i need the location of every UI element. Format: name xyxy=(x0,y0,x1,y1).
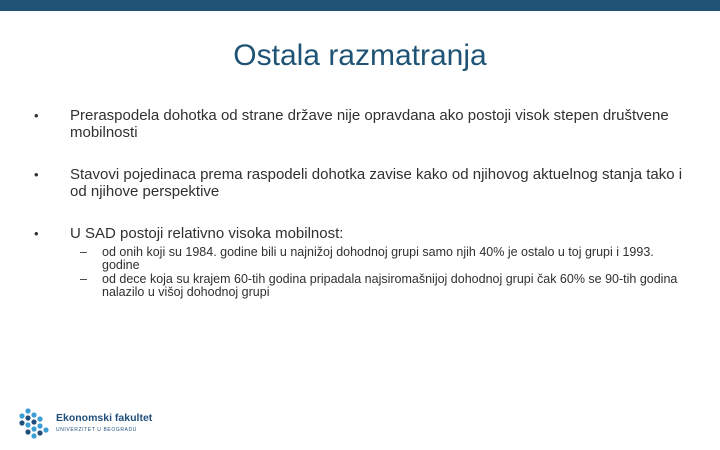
dots-logo-icon xyxy=(16,406,50,440)
sub-bullet-text: od dece koja su krajem 60-tih godina pripadala najsiromašnijoj dohodnoj grupi čak 60% se 90-tih godina nalazilo u višoj dohodnoj grupi xyxy=(102,271,678,299)
slide-title: Ostala razmatranja xyxy=(233,39,487,72)
sub-bullet-item xyxy=(70,246,692,273)
logo-subtitle: UNIVERZITET U BEOGRADU xyxy=(56,427,137,433)
faculty-logo xyxy=(16,406,176,440)
top-accent-bar xyxy=(0,0,720,11)
sub-bullet-text: od onih koji su 1984. godine bili u najnižoj dohodnoj grupi samo njih 40% je ostalo u toj grupi i 1993. godine xyxy=(102,244,654,272)
bullet-text: Stavovi pojedinaca prema raspodeli dohotka zavise kako od njihovog aktuelnog stanja tako i od njihove perspektive xyxy=(70,166,683,200)
bullet-marker: • xyxy=(34,226,39,241)
sub-bullet-list xyxy=(70,246,684,300)
sub-bullet-item xyxy=(70,273,692,300)
bullet-item xyxy=(34,108,684,141)
bullet-text: U SAD postoji relativno visoka mobilnost: xyxy=(70,225,344,242)
sub-bullet-marker: – xyxy=(80,271,87,286)
bullet-marker: • xyxy=(34,108,39,123)
bullet-item xyxy=(34,226,684,300)
sub-bullet-marker: – xyxy=(80,244,87,259)
bullet-list xyxy=(34,108,684,300)
bullet-marker: • xyxy=(34,167,39,182)
logo-name: Ekonomski fakultet xyxy=(56,412,153,424)
bullet-text: Preraspodela dohotka od strane države nije opravdana ako postoji visok stepen društvene mobilnosti xyxy=(70,107,669,141)
bullet-item xyxy=(34,167,684,200)
